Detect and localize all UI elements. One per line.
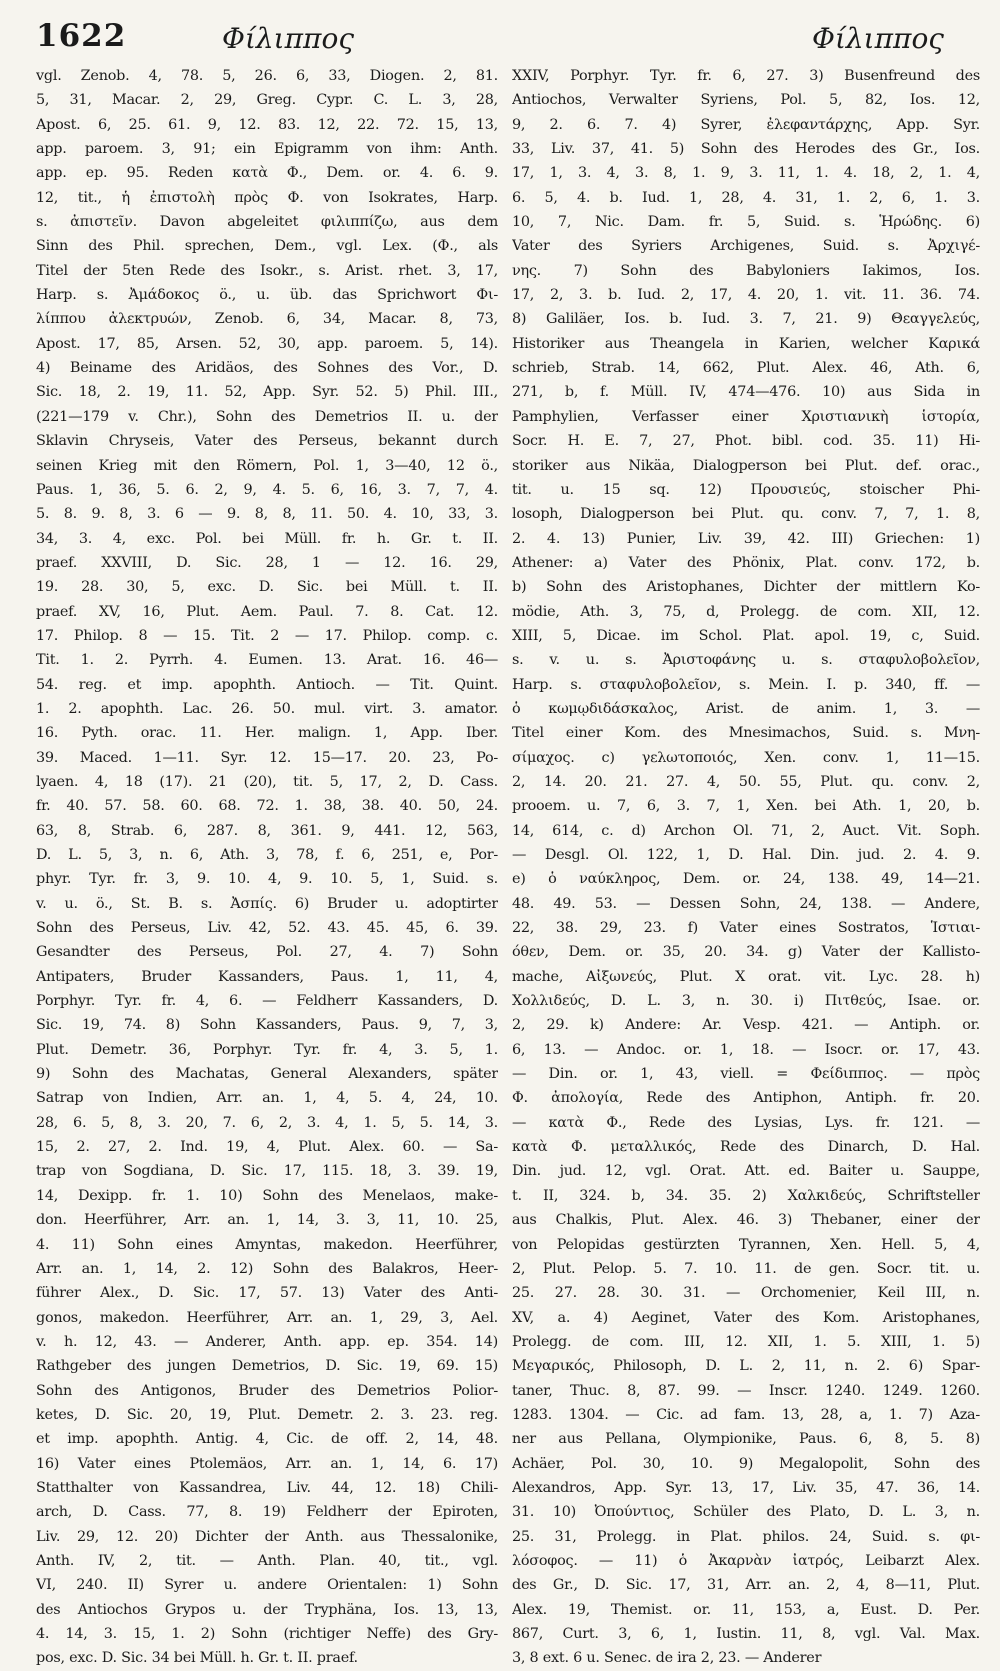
left-column-line: VI, 240. II) Syrer u. andere Orientalen: 1) Sohn xyxy=(36,1577,498,1594)
left-column-line: Rathgeber des jungen Demetrios, D. Sic. 19, 69. 15) xyxy=(36,1358,498,1375)
page-number: 1622 xyxy=(36,18,127,54)
right-column-line: ner aus Pellana, Olympionike, Paus. 6, 8, 5. 8) xyxy=(512,1431,980,1448)
right-column-line: 14, 614, c. d) Archon Ol. 71, 2, Auct. Vit. Soph. xyxy=(512,822,980,839)
left-column-line: des Antiochos Grypos u. der Tryphäna, Ios. 13, 13, xyxy=(36,1601,498,1618)
left-column-line: Apost. 6, 25. 61. 9, 12. 83. 12, 22. 72. 15, 13, xyxy=(36,116,498,133)
right-column-line: Vater des Syriers Archigenes, Suid. s. Ἀρχιγέ- xyxy=(512,238,980,255)
left-column xyxy=(36,64,498,1671)
right-column-line: 17, 1, 3. 4, 3. 8, 1. 9, 3. 11, 1. 4. 18, 2, 1. 4, xyxy=(512,165,980,182)
right-column-line: mödie, Ath. 3, 75, d, Prolegg. de com. XII, 12. xyxy=(512,603,980,620)
right-column-line: losoph, Dialogperson bei Plut. qu. conv. 7, 7, 1. 8, xyxy=(512,506,980,523)
left-column-line: Liv. 29, 12. 20) Dichter der Anth. aus Thessalonike, xyxy=(36,1528,498,1545)
left-column-line: 17. Philop. 8 — 15. Tit. 2 — 17. Philop. comp. c. xyxy=(36,627,498,644)
right-column-line: Prolegg. de com. III, 12. XII, 1. 5. XIII, 1. 5) xyxy=(512,1333,980,1350)
right-column-line: Socr. H. E. 7, 27, Phot. bibl. cod. 35. 11) Hi- xyxy=(512,433,980,450)
left-column-line: trap von Sogdiana, D. Sic. 17, 115. 18, 3. 39. 19, xyxy=(36,1163,498,1180)
left-column-line: Sic. 18, 2. 19, 11. 52, App. Syr. 52. 5) Phil. III., xyxy=(36,384,498,401)
left-column-line: arch, D. Cass. 77, 8. 19) Feldherr der Epiroten, xyxy=(36,1504,498,1521)
right-column-line: mache, Αἰξωνεύς, Plut. X orat. vit. Lyc. 28. h) xyxy=(512,968,980,985)
right-column-line: 2, 14. 20. 21. 27. 4, 50. 55, Plut. qu. conv. 2, xyxy=(512,773,980,790)
left-column-line: Tit. 1. 2. Pyrrh. 4. Eumen. 13. Arat. 16. 46— xyxy=(36,652,498,669)
right-column-line: 3, 8 ext. 6 u. Senec. de ira 2, 23. — Anderer xyxy=(512,1650,822,1667)
left-column-line: Titel der 5ten Rede des Isokr., s. Arist. rhet. 3, 17, xyxy=(36,262,498,279)
left-column-line: vgl. Zenob. 4, 78. 5, 26. 6, 33, Diogen. 2, 81. xyxy=(36,68,498,84)
left-column-line: Sklavin Chryseis, Vater des Perseus, bekannt durch xyxy=(36,433,498,450)
right-column-line: Alexandros, App. Syr. 13, 17, Liv. 35, 47. 36, 14. xyxy=(512,1479,980,1496)
left-column-line: D. L. 5, 3, n. 6, Ath. 3, 78, f. 6, 251, e, Por- xyxy=(36,847,498,863)
right-column-line: 33, Liv. 37, 41. 5) Sohn des Herodes des Gr., Ios. xyxy=(512,141,980,158)
left-column-line: 4. 14, 3. 15, 1. 2) Sohn (richtiger Neffe) des Gry- xyxy=(36,1626,498,1642)
left-column-line: gonos, makedon. Heerführer, Arr. an. 1, 29, 3, Ael. xyxy=(36,1309,498,1326)
right-column-line: prooem. u. 7, 6, 3. 7, 1, Xen. bei Ath. 1, 20, b. xyxy=(512,798,980,815)
right-column-line: 6, 13. — Andoc. or. 1, 18. — Isocr. or. 17, 43. xyxy=(512,1041,980,1058)
left-column-line: führer Alex., D. Sic. 17, 57. 13) Vater des Anti- xyxy=(36,1285,498,1302)
right-column-line: Alex. 19, Themist. or. 11, 153, a, Eust. D. Per. xyxy=(512,1601,980,1618)
left-column-line: don. Heerführer, Arr. an. 1, 14, 3. 3, 11, 10. 25, xyxy=(36,1212,498,1229)
right-column-line: λόσοφος. — 11) ὁ Ἀκαρνὰν ἰατρός, Leibarzt Alex. xyxy=(512,1552,980,1569)
left-column-line: et imp. apophth. Antig. 4, Cic. de off. 2, 14, 48. xyxy=(36,1431,498,1448)
right-column-line: 48. 49. 53. — Dessen Sohn, 24, 138. — Andere, xyxy=(512,895,980,912)
left-column-line: app. paroem. 3, 91; ein Epigramm von ihm: Anth. xyxy=(36,141,498,158)
right-column-line: 8) Galiläer, Ios. b. Iud. 3. 7, 21. 9) Θεαγγελεύς, xyxy=(512,311,980,328)
left-column-line: pos, exc. D. Sic. 34 bei Müll. h. Gr. t. II. praef. xyxy=(36,1650,358,1667)
right-column-line: όθεν, Dem. or. 35, 20. 34. g) Vater der Kallisto- xyxy=(512,944,980,961)
right-column-line: s. v. u. s. Ἀριστοφάνης u. s. σταφυλοβολεῖον, xyxy=(512,652,980,669)
right-column-line: storiker aus Nikäa, Dialogperson bei Plut. def. orac., xyxy=(512,457,980,474)
right-column-line: σίμαχος. c) γελωτοποιός, Xen. conv. 1, 11—15. xyxy=(512,749,980,766)
left-column-line: Sohn des Antigonos, Bruder des Demetrios Polior- xyxy=(36,1382,498,1399)
right-column-line: XIII, 5, Dicae. im Schol. Plat. apol. 19, c, Suid. xyxy=(512,627,980,644)
right-column-line: Antiochos, Verwalter Syriens, Pol. 5, 82, Ios. 12, xyxy=(512,92,980,109)
right-column-line: aus Chalkis, Plut. Alex. 46. 3) Thebaner, einer der xyxy=(512,1212,980,1229)
left-column-line: 14, Dexipp. fr. 1. 10) Sohn des Menelaos, make- xyxy=(36,1187,498,1204)
left-column-line: lyaen. 4, 18 (17). 21 (20), tit. 5, 17, 2, D. Cass. xyxy=(36,773,498,790)
left-column-line: v. h. 12, 43. — Anderer, Anth. app. ep. 354. 14) xyxy=(36,1333,498,1350)
right-column-line: Achäer, Pol. 30, 10. 9) Megalopolit, Sohn des xyxy=(512,1455,980,1472)
left-column-line: fr. 40. 57. 58. 60. 68. 72. 1. 38, 38. 40. 50, 24. xyxy=(36,798,498,815)
right-column-line: 9, 2. 6. 7. 4) Syrer, ἐλεφαντάρχης, App. Syr. xyxy=(512,116,980,133)
left-column-line: (221—179 v. Chr.), Sohn des Demetrios II. u. der xyxy=(36,408,498,425)
right-column-line: 25. 31, Prolegg. in Plat. philos. 24, Suid. s. φι- xyxy=(512,1528,980,1545)
right-column-line: b) Sohn des Aristophanes, Dichter der mittlern Ko- xyxy=(512,579,980,596)
left-column-line: Porphyr. Tyr. fr. 4, 6. — Feldherr Kassanders, D. xyxy=(36,993,498,1010)
right-column-line: 867, Curt. 3, 6, 1, Iustin. 11, 8, vgl. Val. Max. xyxy=(512,1626,980,1642)
right-column-line: 2, Plut. Pelop. 5. 7. 10. 11. de gen. Socr. tit. u. xyxy=(512,1260,980,1277)
left-column-line: 5. 8. 9. 8, 3. 6 — 9. 8, 8, 11. 50. 4. 10, 33, 3. xyxy=(36,506,498,523)
right-column-line: — Desgl. Ol. 122, 1, D. Hal. Din. jud. 2. 4. 9. xyxy=(512,847,980,863)
right-column-line: — Din. or. 1, 43, viell. = Φείδιππος. — πρὸς xyxy=(512,1066,980,1083)
right-column-line: 6. 5, 4. b. Iud. 1, 28, 4. 31, 1. 2, 6, 1. 3. xyxy=(512,189,980,206)
left-column-line: 12, tit., ἡ ἐπιστολὴ πρὸς Φ. von Isokrates, Harp. xyxy=(36,189,498,206)
left-column-line: Anth. IV, 2, tit. — Anth. Plan. 40, tit., vgl. xyxy=(36,1552,498,1569)
left-column-line: 16) Vater eines Ptolemäos, Arr. an. 1, 14, 6. 17) xyxy=(36,1455,498,1472)
right-column-line: Χολλιδεύς, D. L. 3, n. 30. i) Πιτθεύς, Isae. or. xyxy=(512,993,980,1010)
left-column-line: 15, 2. 27, 2. Ind. 19, 4, Plut. Alex. 60. — Sa- xyxy=(36,1139,498,1156)
right-column-line: 271, b, f. Müll. IV, 474—476. 10) aus Sida in xyxy=(512,384,980,401)
left-column-line: Sic. 19, 74. 8) Sohn Kassanders, Paus. 9, 7, 3, xyxy=(36,1017,498,1034)
right-column-line: 25. 27. 28. 30. 31. — Orchomenier, Keil III, n. xyxy=(512,1285,980,1302)
right-column-line: κατὰ Φ. μεταλλικός, Rede des Dinarch, D. Hal. xyxy=(512,1139,980,1156)
left-column-line: Arr. an. 1, 14, 2. 12) Sohn des Balakros, Heer- xyxy=(36,1260,498,1277)
right-column-line: 2, 29. k) Andere: Ar. Vesp. 421. — Antiph. or. xyxy=(512,1017,980,1034)
right-column-line: taner, Thuc. 8, 87. 99. — Inscr. 1240. 1249. 1260. xyxy=(512,1382,980,1399)
left-column-line: 54. reg. et imp. apophth. Antioch. — Tit. Quint. xyxy=(36,676,498,693)
left-column-line: s. ἀπιστεῖν. Davon abgeleitet φιλιππίζω, aus dem xyxy=(36,214,498,231)
right-column-line: Pamphylien, Verfasser einer Χριστιανικὴ ἱστορία, xyxy=(512,408,980,425)
right-column-line: von Pelopidas gestürzten Tyrannen, Xen. Hell. 5, 4, xyxy=(512,1236,980,1253)
right-column-line: 10, 7, Nic. Dam. fr. 5, Suid. s. Ἡρώδης. 6) xyxy=(512,214,980,231)
right-column-line: schrieb, Strab. 14, 662, Plut. Alex. 46, Ath. 6, xyxy=(512,360,980,377)
right-column-line: tit. u. 15 sq. 12) Προυσιεύς, stoischer Phi- xyxy=(512,481,980,498)
left-column-line: 63, 8, Strab. 6, 287. 8, 361. 9, 441. 12, 563, xyxy=(36,822,498,839)
right-column-line: Φ. ἀπολογία, Rede des Antiphon, Antiph. fr. 20. xyxy=(512,1090,980,1107)
left-column-line: 39. Maced. 1—11. Syr. 12. 15—17. 20. 23, Po- xyxy=(36,749,498,766)
right-column-line: ὁ κωμῳδιδάσκαλος, Arist. de anim. 1, 3. — xyxy=(512,700,980,717)
left-column-line: 5, 31, Macar. 2, 29, Greg. Cypr. C. L. 3, 28, xyxy=(36,92,498,109)
left-column-line: Harp. s. Ἀμάδοκος ö., u. üb. das Sprichwort Φι- xyxy=(36,287,498,304)
right-column-line: XV, a. 4) Aeginet, Vater des Kom. Aristophanes, xyxy=(512,1309,980,1326)
right-column-line: νης. 7) Sohn des Babyloniers Iakimos, Ios. xyxy=(512,262,980,279)
left-column-line: ketes, D. Sic. 20, 19, Plut. Demetr. 2. 3. 23. reg. xyxy=(36,1406,498,1423)
left-column-line: praef. XV, 16, Plut. Aem. Paul. 7. 8. Cat. 12. xyxy=(36,603,498,620)
left-column-line: Gesandter des Perseus, Pol. 27, 4. 7) Sohn xyxy=(36,944,498,961)
left-column-line: Sohn des Perseus, Liv. 42, 52. 43. 45. 45, 6. 39. xyxy=(36,920,498,937)
left-column-line: seinen Krieg mit den Römern, Pol. 1, 3—40, 12 ö., xyxy=(36,457,498,474)
right-column-line: t. II, 324. b, 34. 35. 2) Χαλκιδεύς, Schriftsteller xyxy=(512,1187,980,1204)
left-column-line: 28, 6. 5, 8, 3. 20, 7. 6, 2, 3. 4, 1. 5, 5. 14, 3. xyxy=(36,1114,498,1131)
right-column-line: e) ὁ ναύκληρος, Dem. or. 24, 138. 49, 14—21. xyxy=(512,871,980,888)
right-column-line: 31. 10) Ὀπούντιος, Schüler des Plato, D. L. 3, n. xyxy=(512,1504,980,1521)
left-column-line: app. ep. 95. Reden κατὰ Φ., Dem. or. 4. 6. 9. xyxy=(36,165,498,182)
left-column-line: v. u. ö., St. B. s. Ἀσπίς. 6) Bruder u. adoptirter xyxy=(36,895,498,912)
right-column-line: Historiker aus Theangela in Karien, welcher Καρικά xyxy=(512,335,980,352)
left-column-line: 9) Sohn des Machatas, General Alexanders, später xyxy=(36,1066,498,1083)
right-column xyxy=(512,64,980,1671)
left-column-line: phyr. Tyr. fr. 3, 9. 10. 4, 9. 10. 5, 1, Suid. s. xyxy=(36,871,498,888)
right-column-line: Din. jud. 12, vgl. Orat. Att. ed. Baiter u. Sauppe, xyxy=(512,1163,980,1180)
left-column-line: praef. XXVIII, D. Sic. 28, 1 — 12. 16. 29, xyxy=(36,554,498,571)
right-column-line: 1283. 1304. — Cic. ad fam. 13, 28, a, 1. 7) Aza- xyxy=(512,1406,980,1423)
running-head-right: Φίλιππος xyxy=(811,22,944,55)
right-column-line: Titel einer Kom. des Mnesimachos, Suid. s. Μνη- xyxy=(512,725,980,742)
left-column-line: λίππου ἀλεκτρυών, Zenob. 6, 34, Macar. 8, 73, xyxy=(36,311,498,328)
left-column-line: 4. 11) Sohn eines Amyntas, makedon. Heerführer, xyxy=(36,1236,498,1253)
right-column-line: Athener: a) Vater des Phönix, Plat. conv. 172, b. xyxy=(512,554,980,571)
right-column-line: 22, 38. 29, 23. f) Vater eines Sostratos, Ἱστιαι- xyxy=(512,920,980,937)
right-column-line: Μεγαρικός, Philosoph, D. L. 2, 11, n. 2. 6) Spar- xyxy=(512,1358,980,1375)
right-column-line: Harp. s. σταφυλοβολεῖον, s. Mein. I. p. 340, ff. — xyxy=(512,676,980,693)
left-column-line: 34, 3. 4, exc. Pol. bei Müll. fr. h. Gr. t. II. xyxy=(36,530,498,547)
left-column-line: 4) Beiname des Aridäos, des Sohnes des Vor., D. xyxy=(36,360,498,377)
running-head-left: Φίλιππος xyxy=(222,22,355,55)
right-column-line: 17, 2, 3. b. Iud. 2, 17, 4. 20, 1. vit. 11. 36. 74. xyxy=(512,287,980,304)
left-column-line: Apost. 17, 85, Arsen. 52, 30, app. paroem. 5, 14). xyxy=(36,335,498,352)
left-column-line: Statthalter von Kassandrea, Liv. 44, 12. 18) Chili- xyxy=(36,1479,498,1496)
right-column-line: 2. 4. 13) Punier, Liv. 39, 42. III) Griechen: 1) xyxy=(512,530,980,547)
left-column-line: Antipaters, Bruder Kassanders, Paus. 1, 11, 4, xyxy=(36,968,498,985)
left-column-line: Satrap von Indien, Arr. an. 1, 4, 5. 4, 24, 10. xyxy=(36,1090,498,1107)
left-column-line: 19. 28. 30, 5, exc. D. Sic. bei Müll. t. II. xyxy=(36,579,498,596)
left-column-line: Sinn des Phil. sprechen, Dem., vgl. Lex. (Φ., als xyxy=(36,238,498,255)
left-column-line: 1. 2. apophth. Lac. 26. 50. mul. virt. 3. amator. xyxy=(36,700,498,717)
right-column-line: XXIV, Porphyr. Tyr. fr. 6, 27. 3) Busenfreund des xyxy=(512,68,980,84)
left-column-line: Plut. Demetr. 36, Porphyr. Tyr. fr. 4, 3. 5, 1. xyxy=(36,1041,498,1058)
page-header xyxy=(36,14,972,58)
right-column-line: — κατὰ Φ., Rede des Lysias, Lys. fr. 121. — xyxy=(512,1114,980,1131)
right-column-line: des Gr., D. Sic. 17, 31, Arr. an. 2, 4, 8—11, Plut. xyxy=(512,1577,980,1594)
left-column-line: 16. Pyth. orac. 11. Her. malign. 1, App. Iber. xyxy=(36,725,498,742)
left-column-line: Paus. 1, 36, 5. 6. 2, 9, 4. 5. 6, 16, 3. 7, 7, 4. xyxy=(36,481,498,498)
